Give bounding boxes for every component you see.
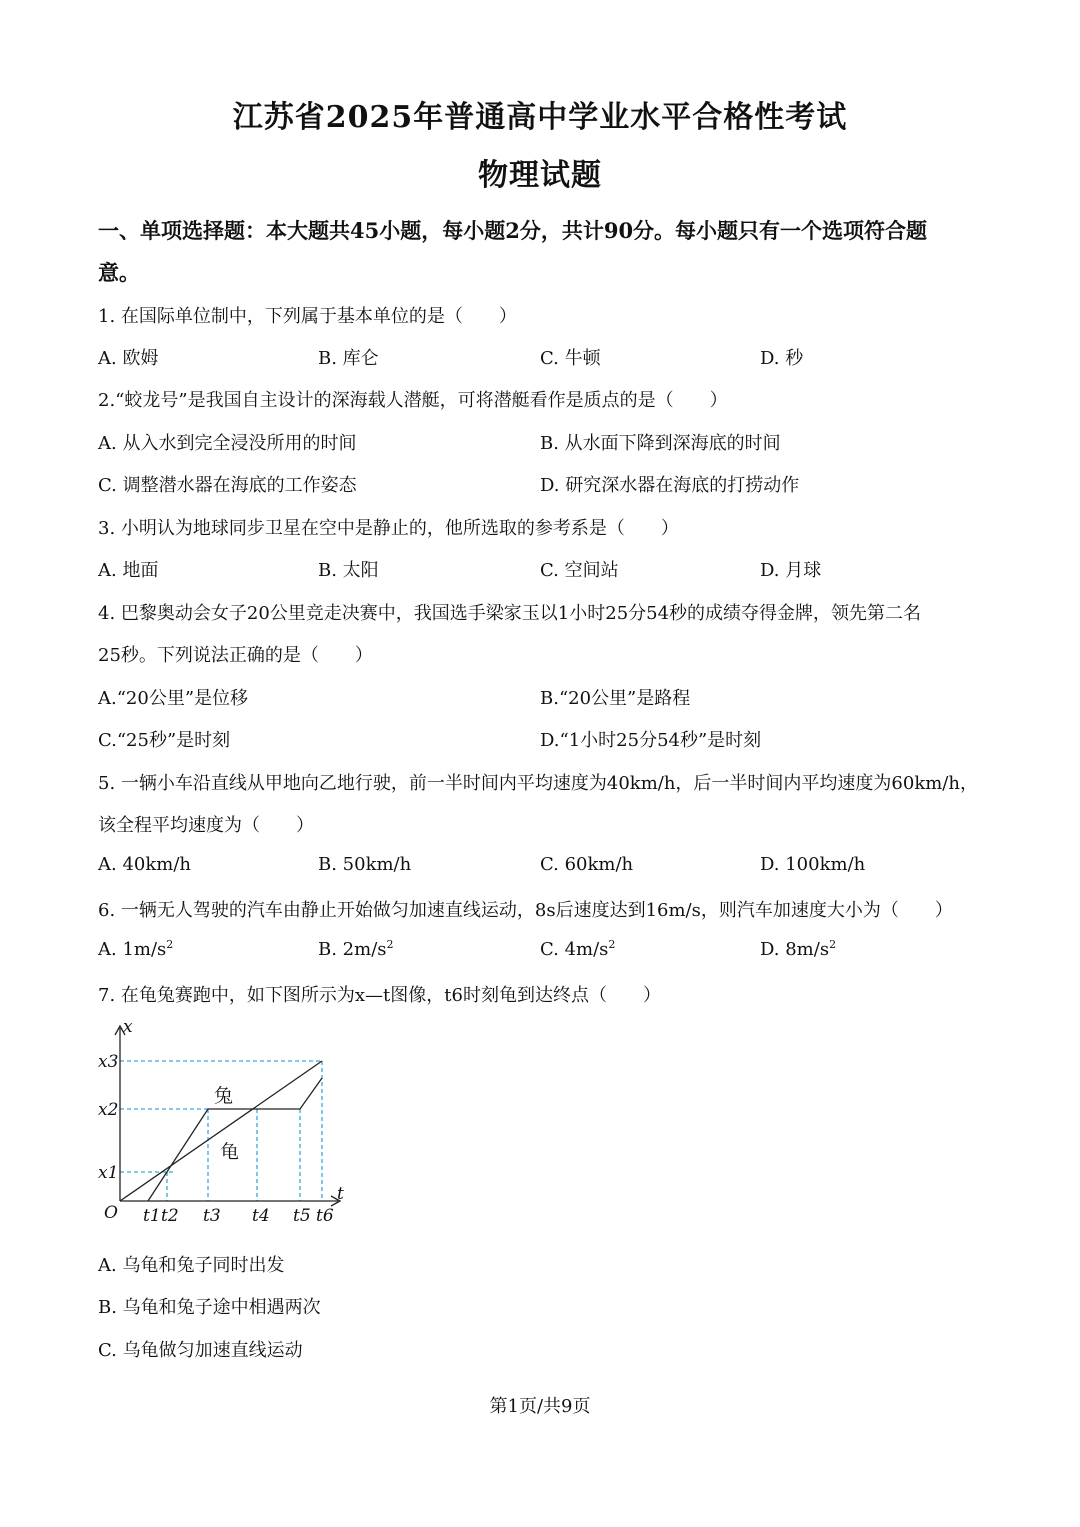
question-4-option-a: A.“20公里”是位移	[98, 688, 249, 709]
tortoise-line	[120, 1061, 322, 1201]
xt-graph	[90, 1018, 360, 1233]
question-6-option-d: D. $8m/s^2$	[760, 938, 837, 960]
section-heading: 一、单项选择题：本大题共45小题，每小题2分，共计90分。每小题只有一个选项符合题	[98, 218, 928, 243]
y-tick-x3: x3	[98, 1052, 119, 1072]
t-tick-t5: t5	[293, 1206, 311, 1226]
question-3-option-a: A. 地面	[98, 560, 159, 581]
question-6-stem: 6. 一辆无人驾驶的汽车由静止开始做匀加速直线运动，8s后速度达到16m/s，则汽车加速度大小为（ ）	[98, 900, 953, 921]
y-tick-x1: x1	[98, 1163, 119, 1183]
x-axis-label: t	[337, 1184, 344, 1204]
t-tick-t6: t6	[316, 1206, 334, 1226]
y-tick-x2: x2	[98, 1100, 119, 1120]
question-5-stem-cont: 该全程平均速度为（ ）	[98, 815, 314, 836]
origin-label: O	[104, 1203, 118, 1223]
question-1-option-b: B. 库仑	[318, 348, 379, 369]
axes	[115, 1026, 340, 1206]
question-5-stem: 5. 一辆小车沿直线从甲地向乙地行驶，前一半时间内平均速度为40km/h，后一半时间内平均速度为60km/h，	[98, 773, 978, 794]
question-5-option-a: A. 40km/h	[98, 854, 191, 875]
question-2-option-b: B. 从水面下降到深海底的时间	[540, 433, 781, 454]
question-3-option-b: B. 太阳	[318, 560, 379, 581]
t-tick-t2: t2	[161, 1206, 179, 1226]
question-5-option-d: D. 100km/h	[760, 854, 866, 875]
question-1-option-d: D. 秒	[760, 348, 804, 369]
page-title: 江苏省2025年普通高中学业水平合格性考试	[232, 100, 848, 135]
question-4-option-c: C.“25秒”是时刻	[98, 730, 231, 751]
question-1-stem: 1. 在国际单位制中，下列属于基本单位的是（ ）	[98, 306, 517, 327]
question-7-option-b: B. 乌龟和兔子途中相遇两次	[98, 1297, 321, 1318]
question-3-option-d: D. 月球	[760, 560, 822, 581]
question-6-option-c: C. $4m/s^2$	[540, 938, 616, 960]
question-5-option-c: C. 60km/h	[540, 854, 634, 875]
question-2-option-c: C. 调整潜水器在海底的工作姿态	[98, 475, 357, 496]
question-5-option-b: B. 50km/h	[318, 854, 412, 875]
question-2-option-a: A. 从入水到完全浸没所用的时间	[98, 433, 357, 454]
y-axis-label: x	[123, 1018, 133, 1037]
question-2-option-d: D. 研究深水器在海底的打捞动作	[540, 475, 800, 496]
question-3-stem: 3. 小明认为地球同步卫星在空中是静止的，他所选取的参考系是（ ）	[98, 518, 679, 539]
question-1-option-a: A. 欧姆	[98, 348, 159, 369]
page-footer: 第1页/共9页	[489, 1396, 591, 1417]
t-tick-t1: t1	[143, 1206, 161, 1226]
question-6-option-b: B. $2m/s^2$	[318, 938, 394, 960]
question-4-stem: 4. 巴黎奥动会女子20公里竞走决赛中，我国选手梁家玉以1小时25分54秒的成绩夺得金牌，领先第二名	[98, 603, 922, 624]
section-heading-cont: 意。	[98, 260, 140, 285]
t-tick-t4: t4	[252, 1206, 270, 1226]
question-4-option-b: B.“20公里”是路程	[540, 688, 691, 709]
question-6-option-a: A. $1m/s^2$	[98, 938, 174, 960]
question-1-option-c: C. 牛顿	[540, 348, 601, 369]
t-tick-t3: t3	[203, 1206, 221, 1226]
page-subtitle: 物理试题	[478, 158, 602, 193]
question-4-option-d: D.“1小时25分54秒”是时刻	[540, 730, 762, 751]
question-3-option-c: C. 空间站	[540, 560, 619, 581]
question-4-stem-cont: 25秒。下列说法正确的是（ ）	[98, 645, 373, 666]
tortoise-label: 龟	[220, 1141, 240, 1163]
question-7-stem: 7. 在龟兔赛跑中，如下图所示为x—t图像，t6时刻龟到达终点（ ）	[98, 985, 661, 1006]
rabbit-label: 兔	[214, 1085, 234, 1107]
question-7-option-c: C. 乌龟做匀加速直线运动	[98, 1340, 303, 1361]
rabbit-line	[148, 1078, 322, 1201]
question-2-stem: 2.“蛟龙号”是我国自主设计的深海载人潜艇，可将潜艇看作是质点的是（ ）	[98, 390, 728, 411]
question-7-option-a: A. 乌龟和兔子同时出发	[98, 1255, 285, 1276]
